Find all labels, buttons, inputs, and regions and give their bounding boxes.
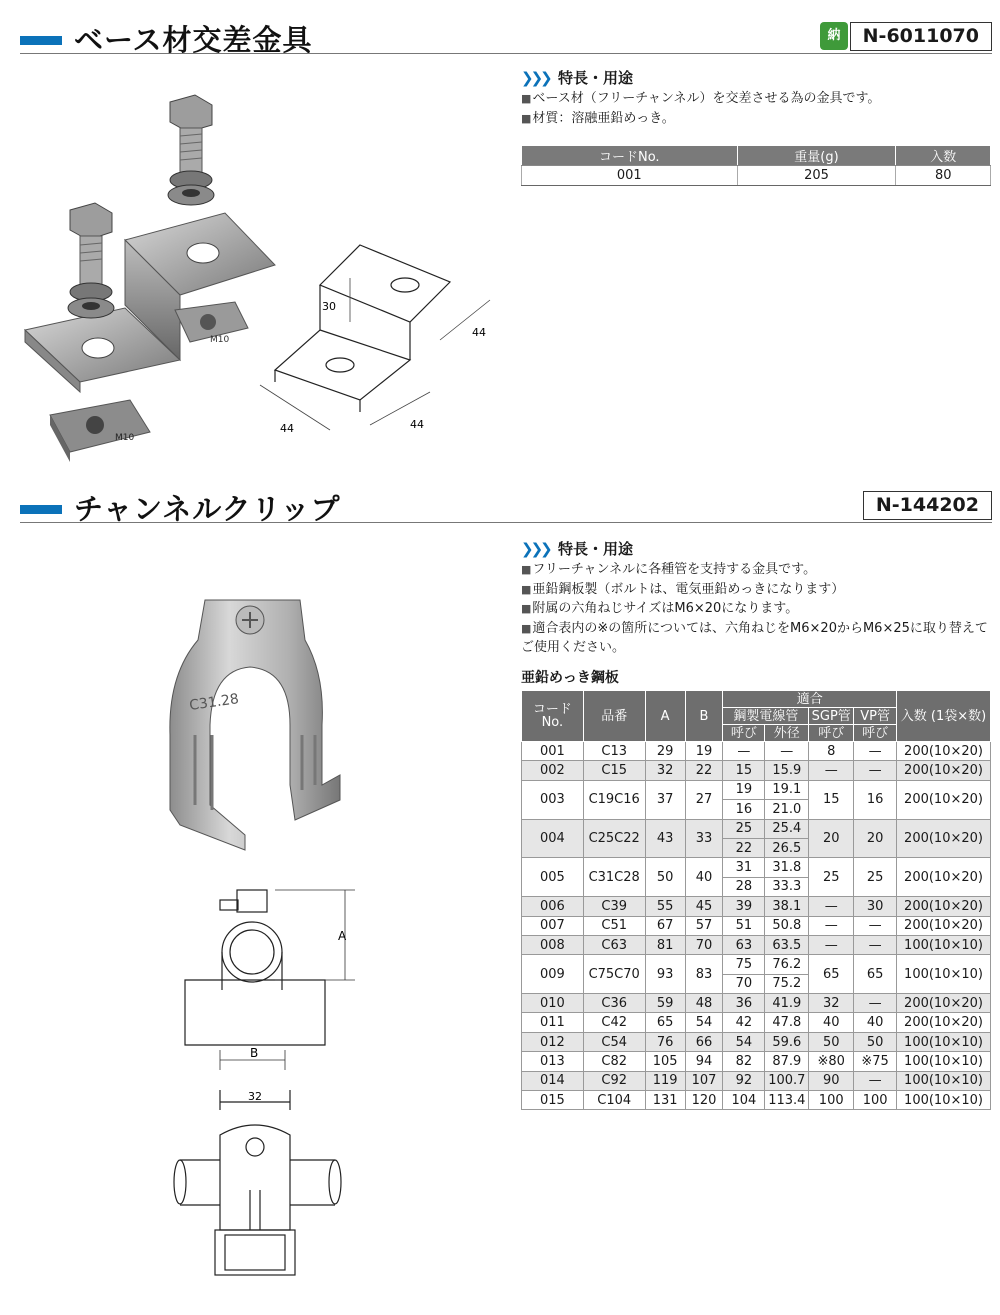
channel-clip-photo (150, 585, 350, 855)
feature-item: ■フリーチャンネルに各種管を支持する金具です。 (521, 562, 817, 577)
nut-mark: M10 (210, 335, 230, 345)
table-row: 16 21.0 (522, 800, 991, 819)
dim-width: 44 (280, 422, 294, 435)
table-row: 010 C36 59 48 36 41.9 32 — 200(10×20) (522, 994, 991, 1013)
dim-a: A (338, 929, 347, 943)
table-row: 006 C39 55 45 39 38.1 — 30 200(10×20) (522, 897, 991, 916)
table-row: 012 C54 76 66 54 59.6 50 50 100(10×10) (522, 1032, 991, 1051)
table-row: 013 C82 105 94 82 87.9 ※80 ※75 100(10×10) (522, 1052, 991, 1071)
compatibility-table (521, 690, 991, 1110)
feature-item: ■附属の六角ねじサイズはM6×20になります。 (521, 601, 799, 616)
dim-width: 44 (472, 326, 486, 339)
table-row: 70 75.2 (522, 974, 991, 993)
dim-width: 44 (410, 418, 424, 431)
table-header: 入数 (896, 146, 991, 166)
table-row: 015 C104 131 120 104 113.4 100 100 100(10×10) (522, 1091, 991, 1110)
table-row: 007 C51 67 57 51 50.8 — — 200(10×20) (522, 916, 991, 935)
section2-title: チャンネルクリップ (74, 492, 341, 526)
table-row: 005 C31C28 50 40 31 31.8 25 25 200(10×20) (522, 858, 991, 877)
col-header-steel: 鋼製電線管 (723, 708, 809, 725)
section-accent-bar (20, 505, 62, 514)
section1-header (20, 14, 992, 57)
table-row: 28 33.3 (522, 877, 991, 896)
col-header-vp: VP管 (854, 708, 897, 725)
feature-item: ■亜鉛鋼板製（ボルトは、電気亜鉛めっきになります） (521, 581, 845, 597)
col-header-b: B (685, 691, 723, 742)
features-heading: ❯❯❯ 特長・用途 (521, 540, 633, 558)
table-row: 009 C75C70 93 83 75 76.2 65 65 100(10×10) (522, 955, 991, 974)
col-header-yobi: 呼び (723, 725, 765, 742)
features-heading: ❯❯❯ 特長・用途 (521, 69, 633, 87)
col-header-code: コード No. (522, 691, 584, 742)
col-header-tekigo: 適合 (723, 691, 897, 708)
section1-features (521, 67, 880, 128)
col-header-gaikei: 外径 (765, 725, 809, 742)
col-header-yobi: 呼び (809, 725, 854, 742)
feature-item: ■ベース材（フリーチャンネル）を交差させる為の金具です。 (521, 91, 881, 106)
table-row: 004 C25C22 43 33 25 25.4 20 20 200(10×20) (522, 819, 991, 838)
feature-item: ■適合表内の※の箇所については、六角ねじをM6×20からM6×25に取り替えてご使用ください。 (521, 620, 988, 655)
table-header: 重量(g) (737, 146, 896, 166)
col-header-yobi: 呼び (854, 725, 897, 742)
col-header-sgp: SGP管 (809, 708, 854, 725)
section1-code: N-6011070 (850, 22, 992, 51)
dim-b: B (250, 1046, 259, 1060)
cross-bracket-drawing (250, 240, 510, 440)
table-row: 002 C15 32 22 15 15.9 — — 200(10×20) (522, 761, 991, 780)
section-accent-bar (20, 36, 62, 45)
section2-features (521, 538, 993, 658)
table-caption: 亜鉛めっき鋼板 (521, 670, 619, 686)
col-header-a: A (645, 691, 685, 742)
table-header: コードNo. (522, 146, 738, 166)
feature-item: ■材質：溶融亜鉛めっき。 (521, 110, 675, 126)
table-row: 011 C42 65 54 42 47.8 40 40 200(10×20) (522, 1013, 991, 1032)
channel-clip-front-drawing (170, 1090, 350, 1280)
col-header-qty: 入数 (1袋×数) (897, 691, 991, 742)
table-row: 014 C92 119 107 92 100.7 90 — 100(10×10) (522, 1071, 991, 1090)
table-row: 22 26.5 (522, 838, 991, 857)
section1-spec-table (521, 145, 991, 186)
table-row: 001 205 80 (522, 166, 991, 186)
col-header-hinban: 品番 (583, 691, 645, 742)
nut-mark: M10 (115, 433, 135, 443)
section2-code: N-144202 (863, 491, 992, 520)
delivery-badge-icon: 納 (820, 22, 848, 50)
dim-height: 30 (322, 300, 336, 313)
dim-width: 32 (248, 1090, 262, 1103)
section2-header (20, 483, 992, 526)
section1-title: ベース材交差金具 (74, 23, 313, 57)
table-row: 003 C19C16 37 27 19 19.1 15 16 200(10×20) (522, 780, 991, 799)
clip-mark: C31.28 (188, 691, 240, 714)
table-row: 008 C63 81 70 63 63.5 — — 100(10×10) (522, 935, 991, 954)
table-row: 001 C13 29 19 — — 8 — 200(10×20) (522, 742, 991, 761)
channel-clip-side-drawing (175, 885, 365, 1075)
